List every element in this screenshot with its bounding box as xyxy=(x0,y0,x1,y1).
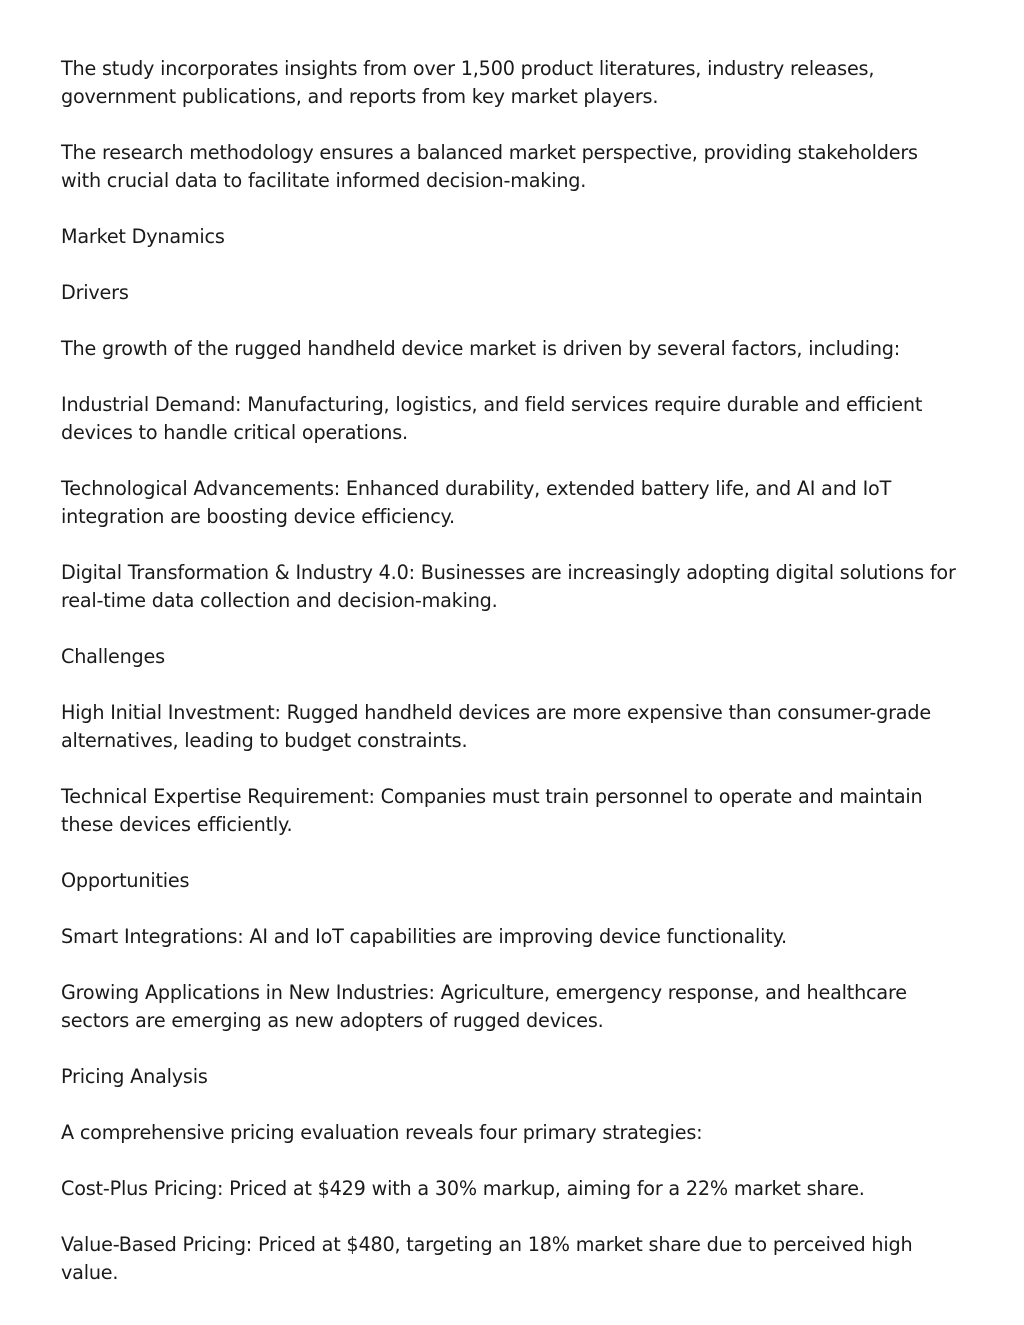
paragraph-methodology: The research methodology ensures a balanced market perspective, providing stakeholders with crucial data to facilitate informed decision-making. xyxy=(61,141,918,192)
paragraph-high-investment: High Initial Investment: Rugged handheld devices are more expensive than consumer-grade alternatives, leading to budget constraints. xyxy=(61,701,931,752)
paragraph-technical-expertise: Technical Expertise Requirement: Companies must train personnel to operate and maintain these devices efficiently. xyxy=(61,785,923,836)
heading-challenges: Challenges xyxy=(61,645,165,668)
heading-opportunities: Opportunities xyxy=(61,869,190,892)
paragraph-drivers-intro: The growth of the rugged handheld device market is driven by several factors, including: xyxy=(61,337,901,360)
paragraph-cost-plus-pricing: Cost-Plus Pricing: Priced at $429 with a 30% markup, aiming for a 22% market share. xyxy=(61,1177,865,1200)
paragraph-industrial-demand: Industrial Demand: Manufacturing, logistics, and field services require durable and efficient devices to handle critical operations. xyxy=(61,393,923,444)
document-body xyxy=(61,55,961,1315)
paragraph-digital-transformation: Digital Transformation & Industry 4.0: Businesses are increasingly adopting digital solutions for real-time data collection and decision-making. xyxy=(61,561,956,612)
paragraph-smart-integrations: Smart Integrations: AI and IoT capabilities are improving device functionality. xyxy=(61,925,787,948)
paragraph-study-sources: The study incorporates insights from over 1,500 product literatures, industry releases, government publications, and reports from key market players. xyxy=(61,57,875,108)
paragraph-tech-advancements: Technological Advancements: Enhanced durability, extended battery life, and AI and IoT integration are boosting device efficiency. xyxy=(61,477,892,528)
heading-pricing-analysis: Pricing Analysis xyxy=(61,1065,208,1088)
paragraph-new-industries: Growing Applications in New Industries: Agriculture, emergency response, and healthcare sectors are emerging as new adopters of rugged devices. xyxy=(61,981,907,1032)
paragraph-pricing-intro: A comprehensive pricing evaluation reveals four primary strategies: xyxy=(61,1121,703,1144)
heading-market-dynamics: Market Dynamics xyxy=(61,225,225,248)
paragraph-value-based-pricing: Value-Based Pricing: Priced at $480, targeting an 18% market share due to perceived high value. xyxy=(61,1233,913,1284)
heading-drivers: Drivers xyxy=(61,281,129,304)
